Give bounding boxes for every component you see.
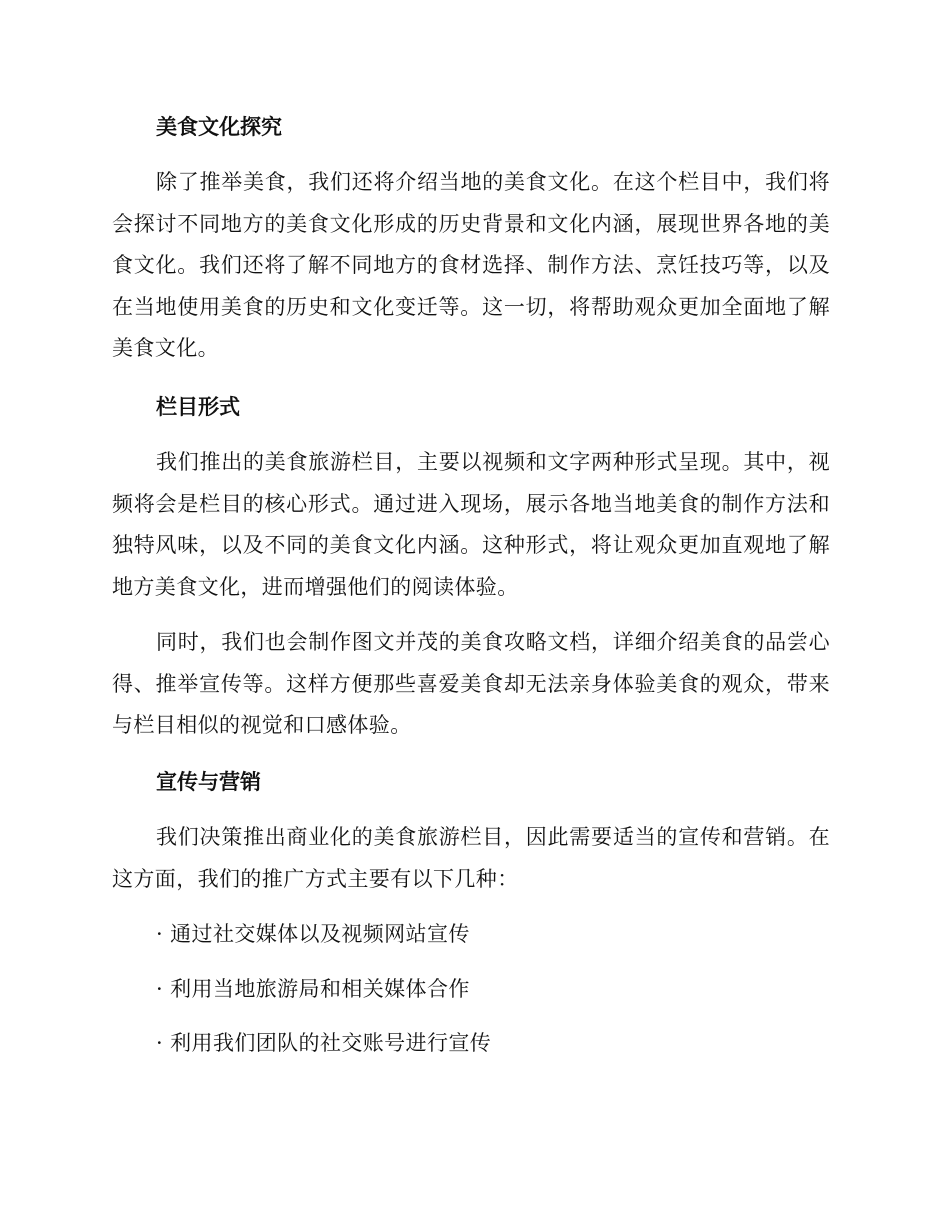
- paragraph-food-culture: 除了推举美食，我们还将介绍当地的美食文化。在这个栏目中，我们将会探讨不同地方的美食文化形成的历史背景和文化内涵，展现世界各地的美食文化。我们还将了解不同地方的食材选择、制作方法、烹饪技巧等，以及在当地使用美食的历史和文化变迁等。这一切，将帮助观众更加全面地了解美食文化。: [112, 170, 830, 360]
- section-heading-column-format: 栏目形式: [156, 395, 240, 419]
- list-item-tourism-bureau: · 利用当地旅游局和相关媒体合作: [156, 977, 470, 1001]
- paragraph-column-format-articles: 同时，我们也会制作图文并茂的美食攻略文档，详细介绍美食的品尝心得、推举宣传等。这样方便那些喜爱美食却无法亲身体验美食的观众，带来与栏目相似的视觉和口感体验。: [112, 630, 830, 737]
- list-item-team-accounts: · 利用我们团队的社交账号进行宣传: [156, 1031, 492, 1055]
- section-heading-food-culture: 美食文化探究: [156, 115, 282, 139]
- paragraph-column-format-video: 我们推出的美食旅游栏目，主要以视频和文字两种形式呈现。其中，视频将会是栏目的核心形式。通过进入现场，展示各地当地美食的制作方法和独特风味，以及不同的美食文化内涵。这种形式，将让观众更加直观地了解地方美食文化，进而增强他们的阅读体验。: [112, 450, 830, 599]
- list-item-social-media: · 通过社交媒体以及视频网站宣传: [156, 922, 470, 946]
- section-heading-promotion: 宣传与营销: [156, 770, 261, 794]
- paragraph-promotion: 我们决策推出商业化的美食旅游栏目，因此需要适当的宣传和营销。在这方面，我们的推广方式主要有以下几种：: [112, 825, 830, 891]
